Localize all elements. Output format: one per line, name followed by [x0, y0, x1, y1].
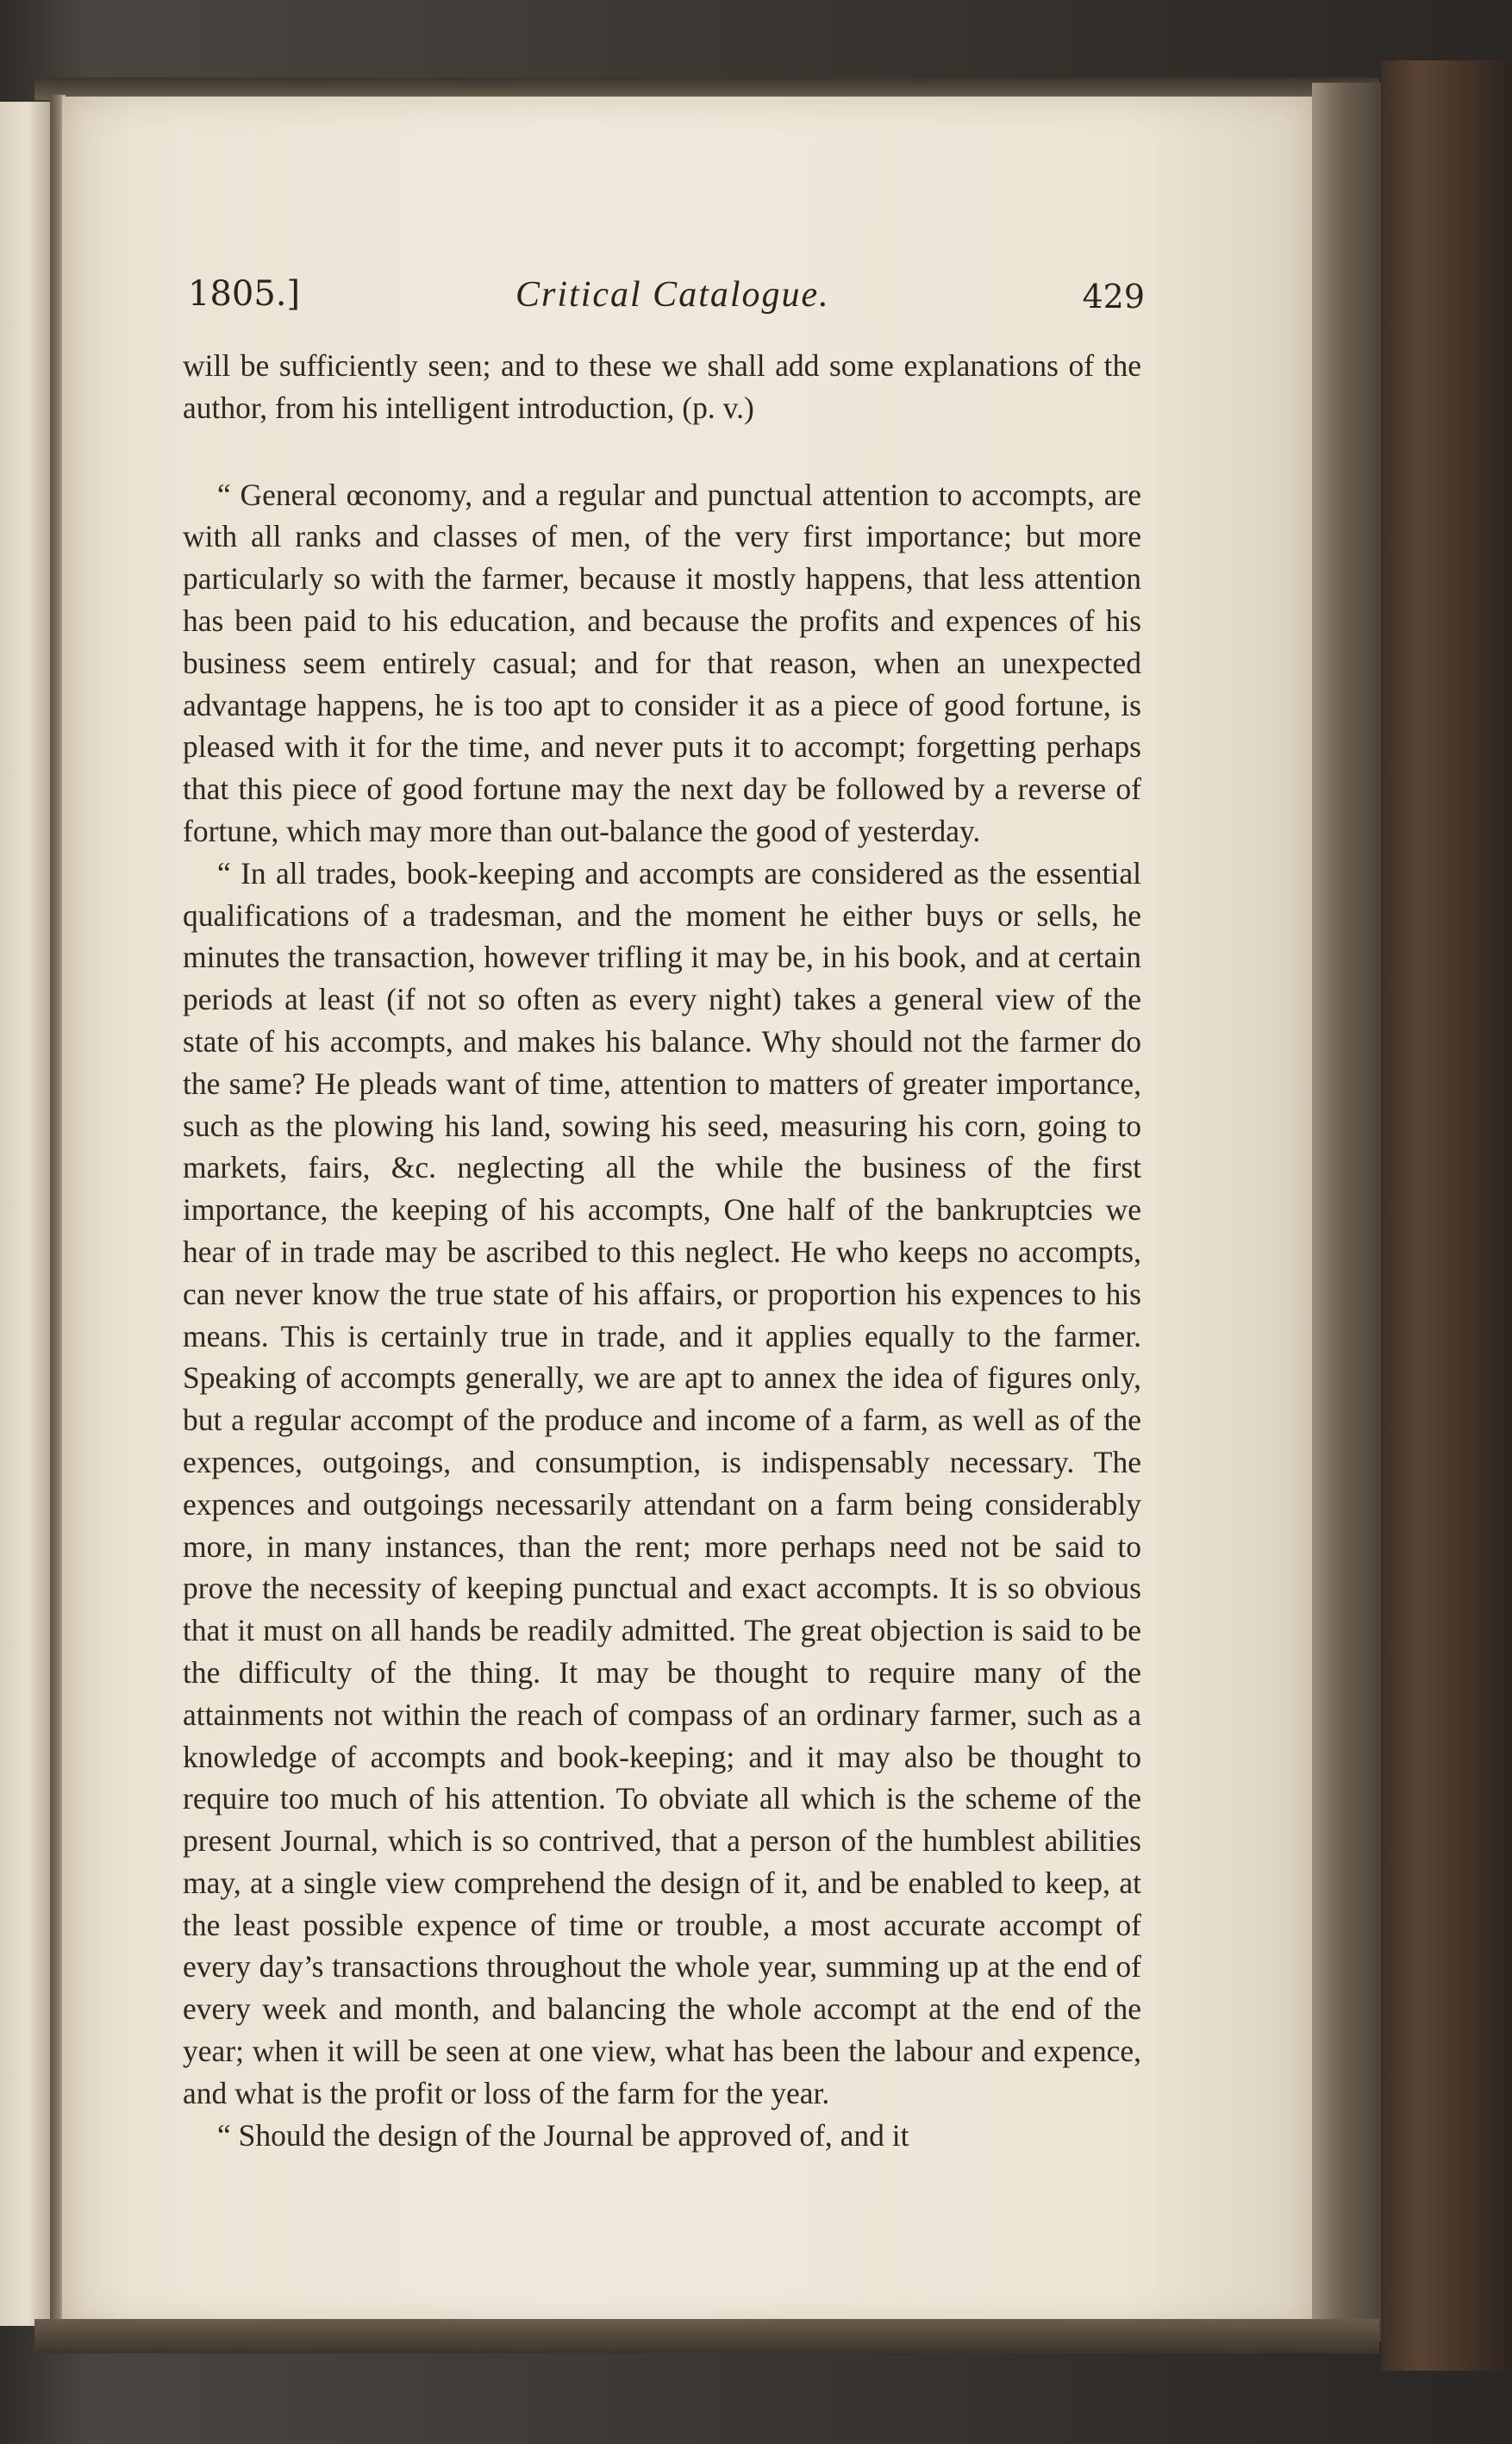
running-head-year: 1805.]	[188, 274, 301, 314]
running-head-title: Critical Catalogue.	[515, 275, 830, 315]
book-bottom-edge	[34, 2319, 1379, 2353]
previous-page-edge	[0, 102, 53, 2326]
intro-paragraph: will be sufficiently seen; and to these we shall add some explanations of the author, from his intelligent introduction, (p. v.)	[183, 348, 1141, 425]
page-number: 429	[1082, 278, 1145, 316]
quoted-paragraph-1: “ General œconomy, and a regular and punctual attention to accompts, are with all ranks and classes of men, of the very first importance; but more particularly so with the farmer, because it mostly happens, that less attention has been paid to his education, and because the profits and expences of his business seem entirely casual; and for that reason, when an unexpected advantage happens, he is too apt to consider it as a piece of good fortune, is pleased with it for the time, and never puts it to accompt; forgetting perhaps that this piece of good fortune may the next day be followed by a reverse of fortune, which may more than out-balance the good of yesterday.	[183, 477, 1141, 848]
book-fore-edge	[1312, 83, 1381, 2341]
quoted-paragraph-3: “ Should the design of the Journal be approved of, and it	[217, 2117, 909, 2153]
running-head	[188, 274, 1145, 334]
page-body	[183, 345, 1141, 2156]
quoted-paragraph-2: “ In all trades, book-keeping and accompts are considered as the essential qualifications of a tradesman, and the moment he either buys or sells, he minutes the transaction, however trifling it may be, in his book, and at certain periods at least (if not so often as every night) takes a general view of the state of his accompts, and makes his balance. Why should not the farmer do the same? He pleads want of time, attention to matters of greater importance, such as the plowing his land, sowing his seed, measuring his corn, going to markets, fairs, &c. neglecting all the while the business of the first importance, the keeping of his accompts, One half of the bankruptcies we hear of in trade may be ascribed to this neglect. He who keeps no accompts, can never know the true state of his affairs, or proportion his expences to his means. This is certainly true in trade, and it applies equally to the farmer. Speaking of accompts generally, we are apt to annex the idea of figures only, but a regular accompt of the produce and income of a farm, as well as of the expences, outgoings, and consumption, is indispensably necessary. The expences and outgoings necessarily attendant on a farm being considerably more, in many instances, than the rent; more perhaps need not be said to prove the necessity of keeping punctual and exact accompts. It is so obvious that it must on all hands be readily admitted. The great objection is said to be the difficulty of the thing. It may be thought to require many of the attainments not within the reach of compass of an ordinary farmer, such as a knowledge of accompts and book-keeping; and it may also be thought to require too much of his attention. To obviate all which is the scheme of the present Journal, which is so contrived, that a person of the humblest abilities may, at a single view comprehend the design of it, and be enabled to keep, at the least possible expence of time or trouble, a most accurate accompt of every day’s transactions throughout the whole year, summing up at the end of every week and month, and balancing the whole accompt at the end of the year; when it will be seen at one view, what has been the labour and expence, and what is the profit or loss of the farm for the year.	[183, 855, 1141, 2110]
book-cover	[1381, 60, 1512, 2371]
